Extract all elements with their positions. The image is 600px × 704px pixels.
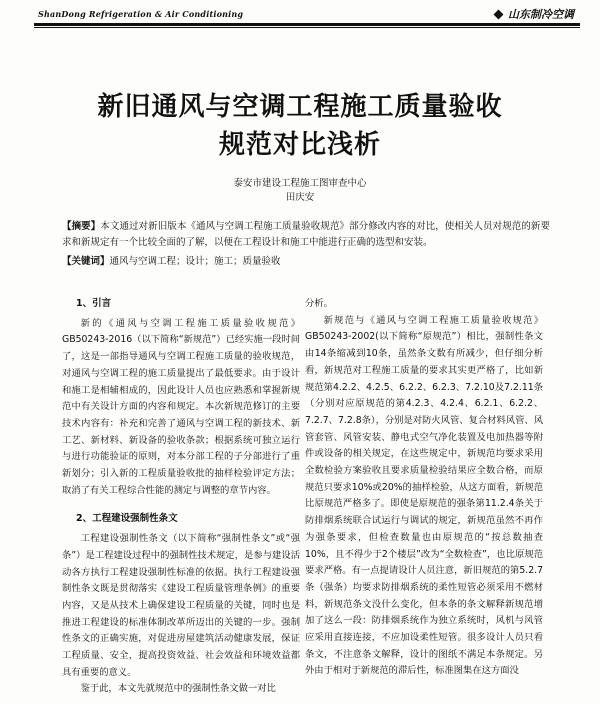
section-2-heading: 2、工程建设强制性条文	[76, 513, 178, 525]
header-rule-thin	[34, 27, 580, 28]
keywords-label: 【关键词】	[62, 256, 110, 267]
author-block	[30, 177, 570, 205]
keywords-paragraph	[62, 254, 550, 270]
header-rule	[34, 23, 580, 26]
right-column	[305, 296, 543, 680]
title-line-1: 新旧通风与空调工程施工质量验收	[97, 92, 503, 122]
section-1-heading: 1、引言	[76, 298, 112, 309]
abstract-block	[62, 219, 550, 270]
diamond-icon	[494, 9, 504, 19]
section-1-paragraph: 新的《通风与空调工程施工质量验收规范》GB50243-2016（以下简称“新规范”）已经实施一段时间了，这是一部指导通风与空调工程施工质量的验收规范，对通风与空调工程的施工质量提出了最低要求。由于设计和施工是相辅相成的，因此设计人员也应熟悉和掌握新规范中有关设计方面的内容和规定。本次新规范修订的主要技术内容有：补充和完善了通风与空调工程的新技术、新工艺、新材料、新设备的验收条款；根据系统可独立运行与进行功能验证的原则，对本分部工程的子分部进行了重新划分；引入新的工程质量验收批的抽样检验评定方法；取消了有关工程综合性能的测定与调整的章节内容。	[62, 317, 300, 496]
running-header	[38, 6, 574, 22]
abstract-label: 【摘要】	[62, 221, 101, 232]
keywords-text: 通风与空调工程；设计；施工；质量验收	[109, 256, 281, 267]
left-column	[62, 296, 300, 698]
journal-name-chinese: 山东制冷空调	[508, 8, 574, 21]
affiliation: 泰安市建设工程施工图审查中心	[233, 178, 367, 189]
continued-text: 分析。	[305, 298, 333, 309]
comparison-paragraph: 新规范与《通风与空调工程施工质量验收规范》GB50243-2002(以下简称“原规范”）相比，强制性条文由14条缩减到10条，虽然条文数有所减少，但仔细分析看，新规范对工程施工质量的要求其实更严格了，比如新规范第4.2.2、4.2.5、6.2.2、6.2.3、7.2.10及7.2.11条（分别对应原规范的第4.2.3、4.2.4、6.2.1、6.2.2、7.2.7、7.2.8条），分别是对防火风管、复合材料风管、风管套管、风管安装、静电式空气净化装置及电加热器等附件或设备的相关规定，在这些规定中，新规范均要求采用全数检验方案验收且要求质量检验结果应全数合格，而原规范只要求10%或20%的抽样检验，从这方面看，新规范比原规范严格多了。即使是原规范的强条第11.2.4条关于防排烟系统联合试运行与调试的规定，新规范虽然不再作为强条要求，但检查数量也由原规范的“按总数抽查10%，且不得少于2个楼层”改为“全数检查”，也比原规范要求严格。有一点提请设计人员注意，新旧规范的第5.2.7条（强条）均要求防排烟系统的柔性短管必须采用不燃材料，新规范条文没什么变化，但本条的条文解释新规范增加了这么一段：防排烟系统作为独立系统时，风机与风管应采用直接连接，不应加设柔性短管。很多设计人员只看条文，不注意条文解释，设计的图纸不满足本条规定。另外由于相对于新规范的滞后性，标准图集在这方面没	[305, 314, 543, 677]
abstract-paragraph	[62, 219, 550, 251]
author-name: 田庆安	[285, 192, 315, 203]
abstract-text: 本文通过对新旧版本《通风与空调工程施工质量验收规范》部分修改内容的对比，使相关人员对规范的新要求和新规定有一个比较全面的了解，以便在工程设计和施工中能进行正确的选型和安装。	[62, 221, 550, 248]
title-line-2: 规范对比浅析	[218, 130, 381, 160]
journal-name-english: ShanDong Refrigeration & Air Conditioning	[38, 9, 244, 19]
section-2-paragraph-2: 鉴于此，本文先就规范中的强制性条文做一对比	[80, 683, 276, 695]
article-title	[30, 88, 570, 164]
section-2-paragraph: 工程建设强制性条文（以下简称“强制性条文”或“强条”）是工程建设过程中的强制性技术规定，是参与建设活动各方执行工程建设强制性标准的依据。执行工程建设强制性条文既是贯彻落实《建设工程质量管理条例》的重要内容，又是从技术上确保建设工程质量的关键，同时也是推进工程建设的标准体制改革所迈出的关键的一步。强制性条文的正确实施，对促进房屋建筑活动健康发展，保证工程质量、安全，提高投资效益、社会效益和环境效益都具有重要的意义。	[62, 533, 300, 678]
journal-mark	[495, 6, 574, 22]
